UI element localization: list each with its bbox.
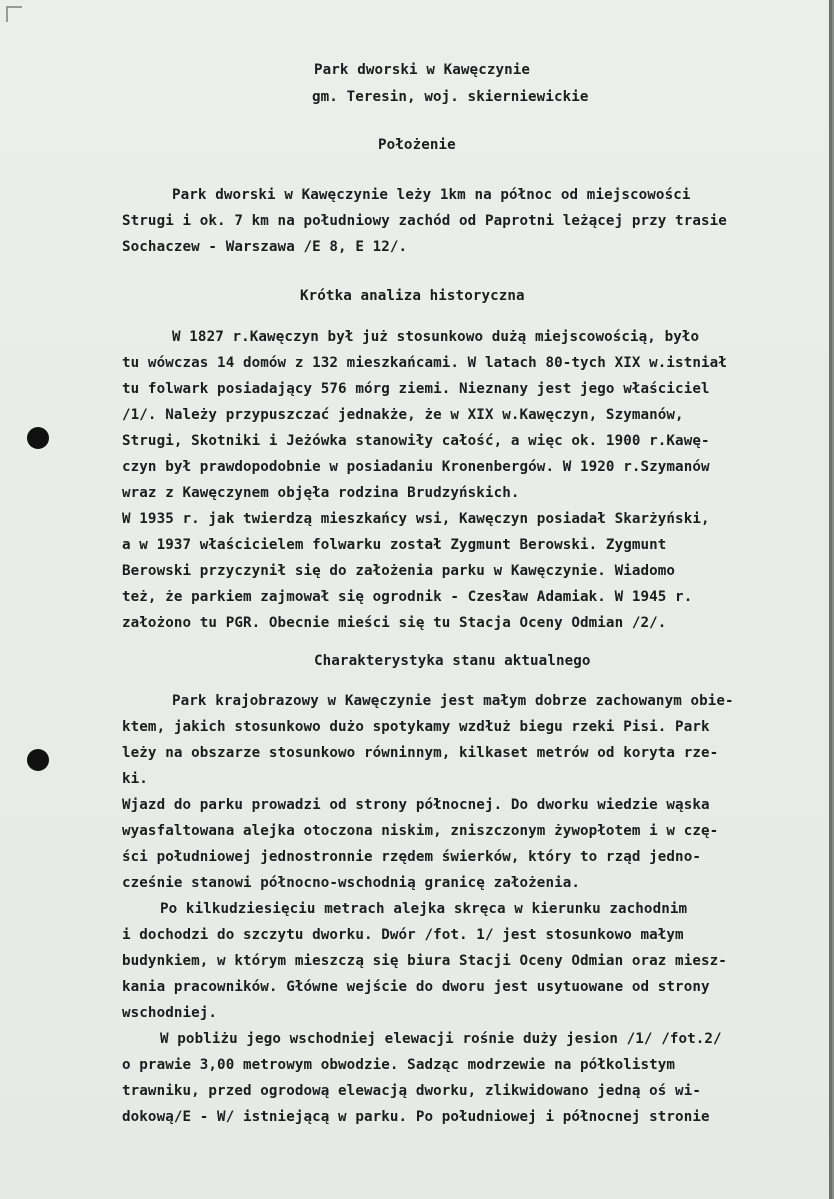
document-subtitle: gm. Teresin, woj. skierniewickie (312, 89, 589, 105)
state-line-13: wschodniej. (122, 1005, 218, 1021)
state-line-6: wyasfaltowana alejka otoczona niskim, zniszczonym żywopłotem i w czę- (122, 823, 719, 839)
punch-hole-lower (27, 749, 49, 771)
history-line-8: W 1935 r. jak twierdzą mieszkańcy wsi, Kawęczyn posiadał Skarżyński, (122, 511, 710, 527)
heading-history: Krótka analiza historyczna (300, 288, 525, 304)
history-line-4: /1/. Należy przypuszczać jednakże, że w XIX w.Kawęczyn, Szymanów, (122, 407, 693, 423)
document-title: Park dworski w Kawęczynie (314, 62, 531, 78)
location-line-2: Strugi i ok. 7 km na południowy zachód od Paprotni leżącej przy trasie (122, 213, 727, 229)
page-corner-mark (6, 6, 22, 22)
heading-current-state: Charakterystyka stanu aktualnego (314, 653, 591, 669)
history-line-3: tu folwark posiadający 576 mórg ziemi. Nieznany jest jego właściciel (122, 381, 710, 397)
history-line-11: też, że parkiem zajmował się ogrodnik - Czesław Adamiak. W 1945 r. (122, 589, 693, 605)
state-line-2: ktem, jakich stosunkowo dużo spotykamy wzdłuż biegu rzeki Pisi. Park (122, 719, 710, 735)
state-line-4: ki. (122, 771, 148, 787)
location-line-3: Sochaczew - Warszawa /E 8, E 12/. (122, 239, 408, 255)
state-line-10: i dochodzi do szczytu dworku. Dwór /fot. 1/ jest stosunkowo małym (122, 927, 684, 943)
history-line-2: tu wówczas 14 domów z 132 mieszkańcami. W latach 80-tych XIX w.istniał (122, 355, 727, 371)
punch-hole-upper (27, 427, 49, 449)
history-line-5: Strugi, Skotniki i Jeżówka stanowiły całość, a więc ok. 1900 r.Kawę- (122, 433, 710, 449)
state-line-12: kania pracowników. Główne wejście do dworu jest usytuowane od strony (122, 979, 710, 995)
state-line-14: W pobliżu jego wschodniej elewacji rośnie duży jesion /1/ /fot.2/ (160, 1031, 722, 1047)
state-line-17: dokową/E - W/ istniejącą w parku. Po południowej i północnej stronie (122, 1109, 710, 1125)
heading-location: Położenie (378, 137, 456, 153)
state-line-7: ści południowej jednostronnie rzędem świerków, który to rząd jedno- (122, 849, 701, 865)
state-line-8: cześnie stanowi północno-wschodnią granicę założenia. (122, 875, 581, 891)
state-line-16: trawniku, przed ogrodową elewacją dworku, zlikwidowano jedną oś wi- (122, 1083, 701, 1099)
history-line-1: W 1827 r.Kawęczyn był już stosunkowo dużą miejscowością, było (172, 329, 700, 345)
history-line-6: czyn był prawdopodobnie w posiadaniu Kronenbergów. W 1920 r.Szymanów (122, 459, 710, 475)
history-line-10: Berowski przyczynił się do założenia parku w Kawęczynie. Wiadomo (122, 563, 676, 579)
state-line-9: Po kilkudziesięciu metrach alejka skręca w kierunku zachodnim (160, 901, 688, 917)
state-line-5: Wjazd do parku prowadzi od strony północnej. Do dworku wiedzie wąska (122, 797, 710, 813)
state-line-1: Park krajobrazowy w Kawęczynie jest małym dobrze zachowanym obie- (172, 693, 734, 709)
history-line-7: wraz z Kawęczynem objęła rodzina Brudzyńskich. (122, 485, 520, 501)
page-edge (829, 0, 832, 1199)
state-line-15: o prawie 3,00 metrowym obwodzie. Sadząc modrzewie na półkolistym (122, 1057, 676, 1073)
history-line-9: a w 1937 właścicielem folwarku został Zygmunt Berowski. Zygmunt (122, 537, 667, 553)
state-line-3: leży na obszarze stosunkowo równinnym, kilkaset metrów od koryta rze- (122, 745, 719, 761)
state-line-11: budynkiem, w którym mieszczą się biura Stacji Oceny Odmian oraz miesz- (122, 953, 727, 969)
history-line-12: założono tu PGR. Obecnie mieści się tu Stacja Oceny Odmian /2/. (122, 615, 667, 631)
location-line-1: Park dworski w Kawęczynie leży 1km na północ od miejscowości (172, 187, 691, 203)
